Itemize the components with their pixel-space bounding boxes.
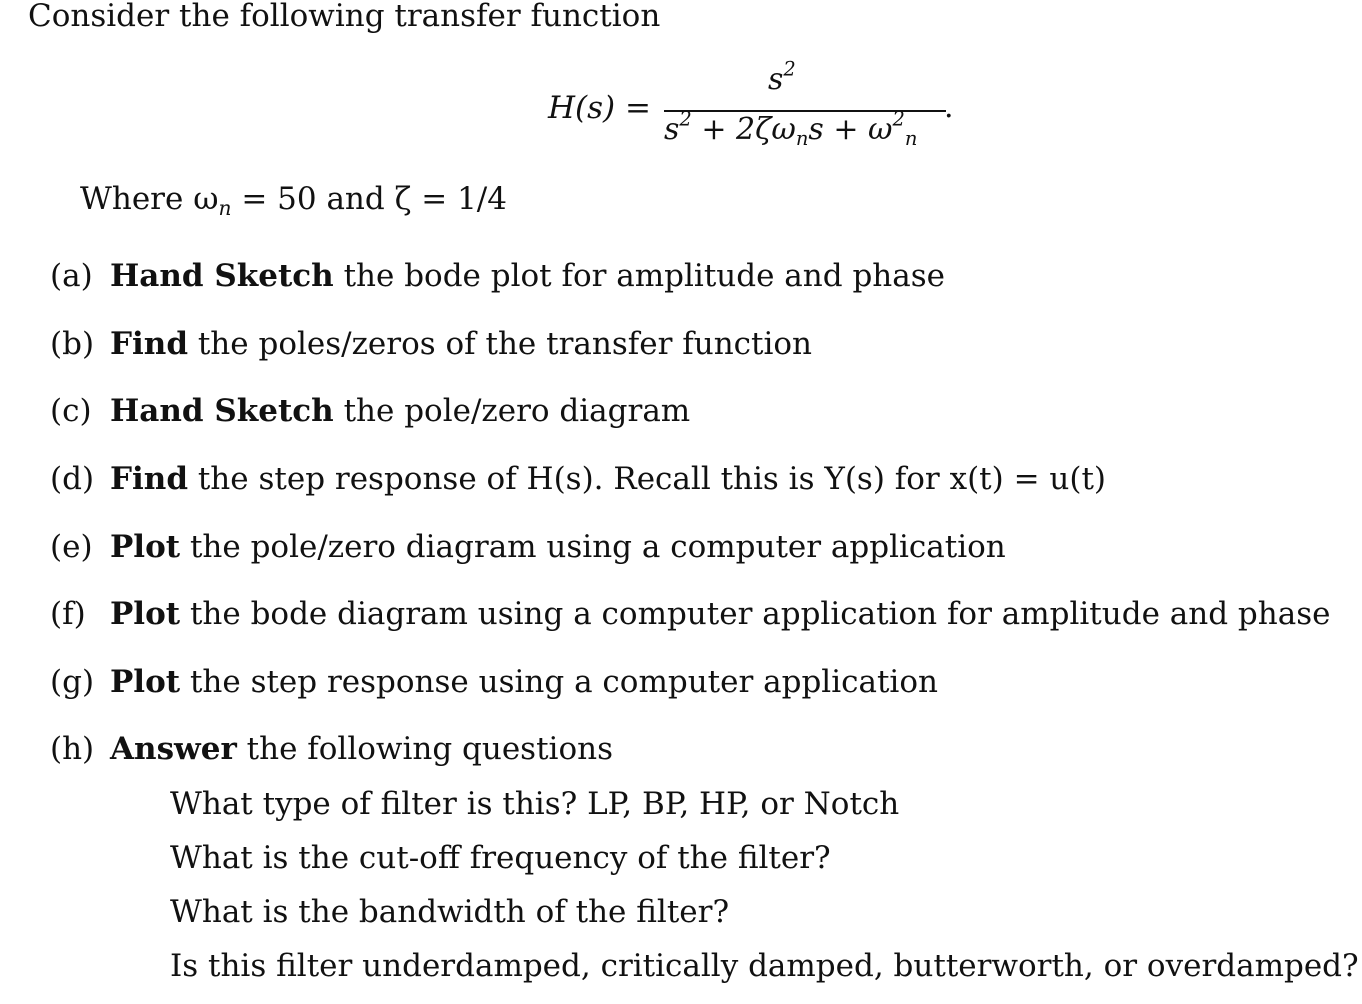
list-item: (f) Plot the bode diagram using a computer application for amplitude and phase — [50, 596, 1331, 632]
equation-denominator: $s^2 + 2\zeta\omega_ns + \omega^2_n$ — [664, 107, 918, 150]
transfer-function-equation — [548, 57, 954, 162]
list-item: (c) Hand Sketch the pole/zero diagram — [50, 393, 691, 429]
question-text: What is the bandwidth of the filter? — [170, 894, 730, 930]
equation-numerator: $s^2$ — [768, 57, 796, 97]
question-text: What type of filter is this? LP, BP, HP, or Notch — [170, 786, 900, 822]
equation-period: . — [944, 90, 954, 125]
parameter-definition: Where $\omega_n = 50$ and ζ = 1/4 — [80, 181, 507, 221]
equation-lhs: H(s) = — [548, 90, 651, 126]
intro-text: Consider the following transfer function — [28, 0, 661, 34]
question-text: Is this filter underdamped, critically damped, butterworth, or overdamped? — [170, 948, 1359, 984]
list-item: (h) Answer the following questions — [50, 731, 613, 767]
list-item: (b) Find the poles/zeros of the transfer function — [50, 326, 813, 362]
list-item: (a) Hand Sketch the bode plot for amplitude and phase — [50, 258, 945, 294]
list-item: (e) Plot the pole/zero diagram using a computer application — [50, 529, 1006, 565]
list-item: (g) Plot the step response using a computer application — [50, 664, 938, 700]
question-text: What is the cut-off frequency of the filter? — [170, 840, 831, 876]
list-item: (d) Find the step response of H(s). Recall this is Y(s) for x(t) = u(t) — [50, 461, 1107, 497]
